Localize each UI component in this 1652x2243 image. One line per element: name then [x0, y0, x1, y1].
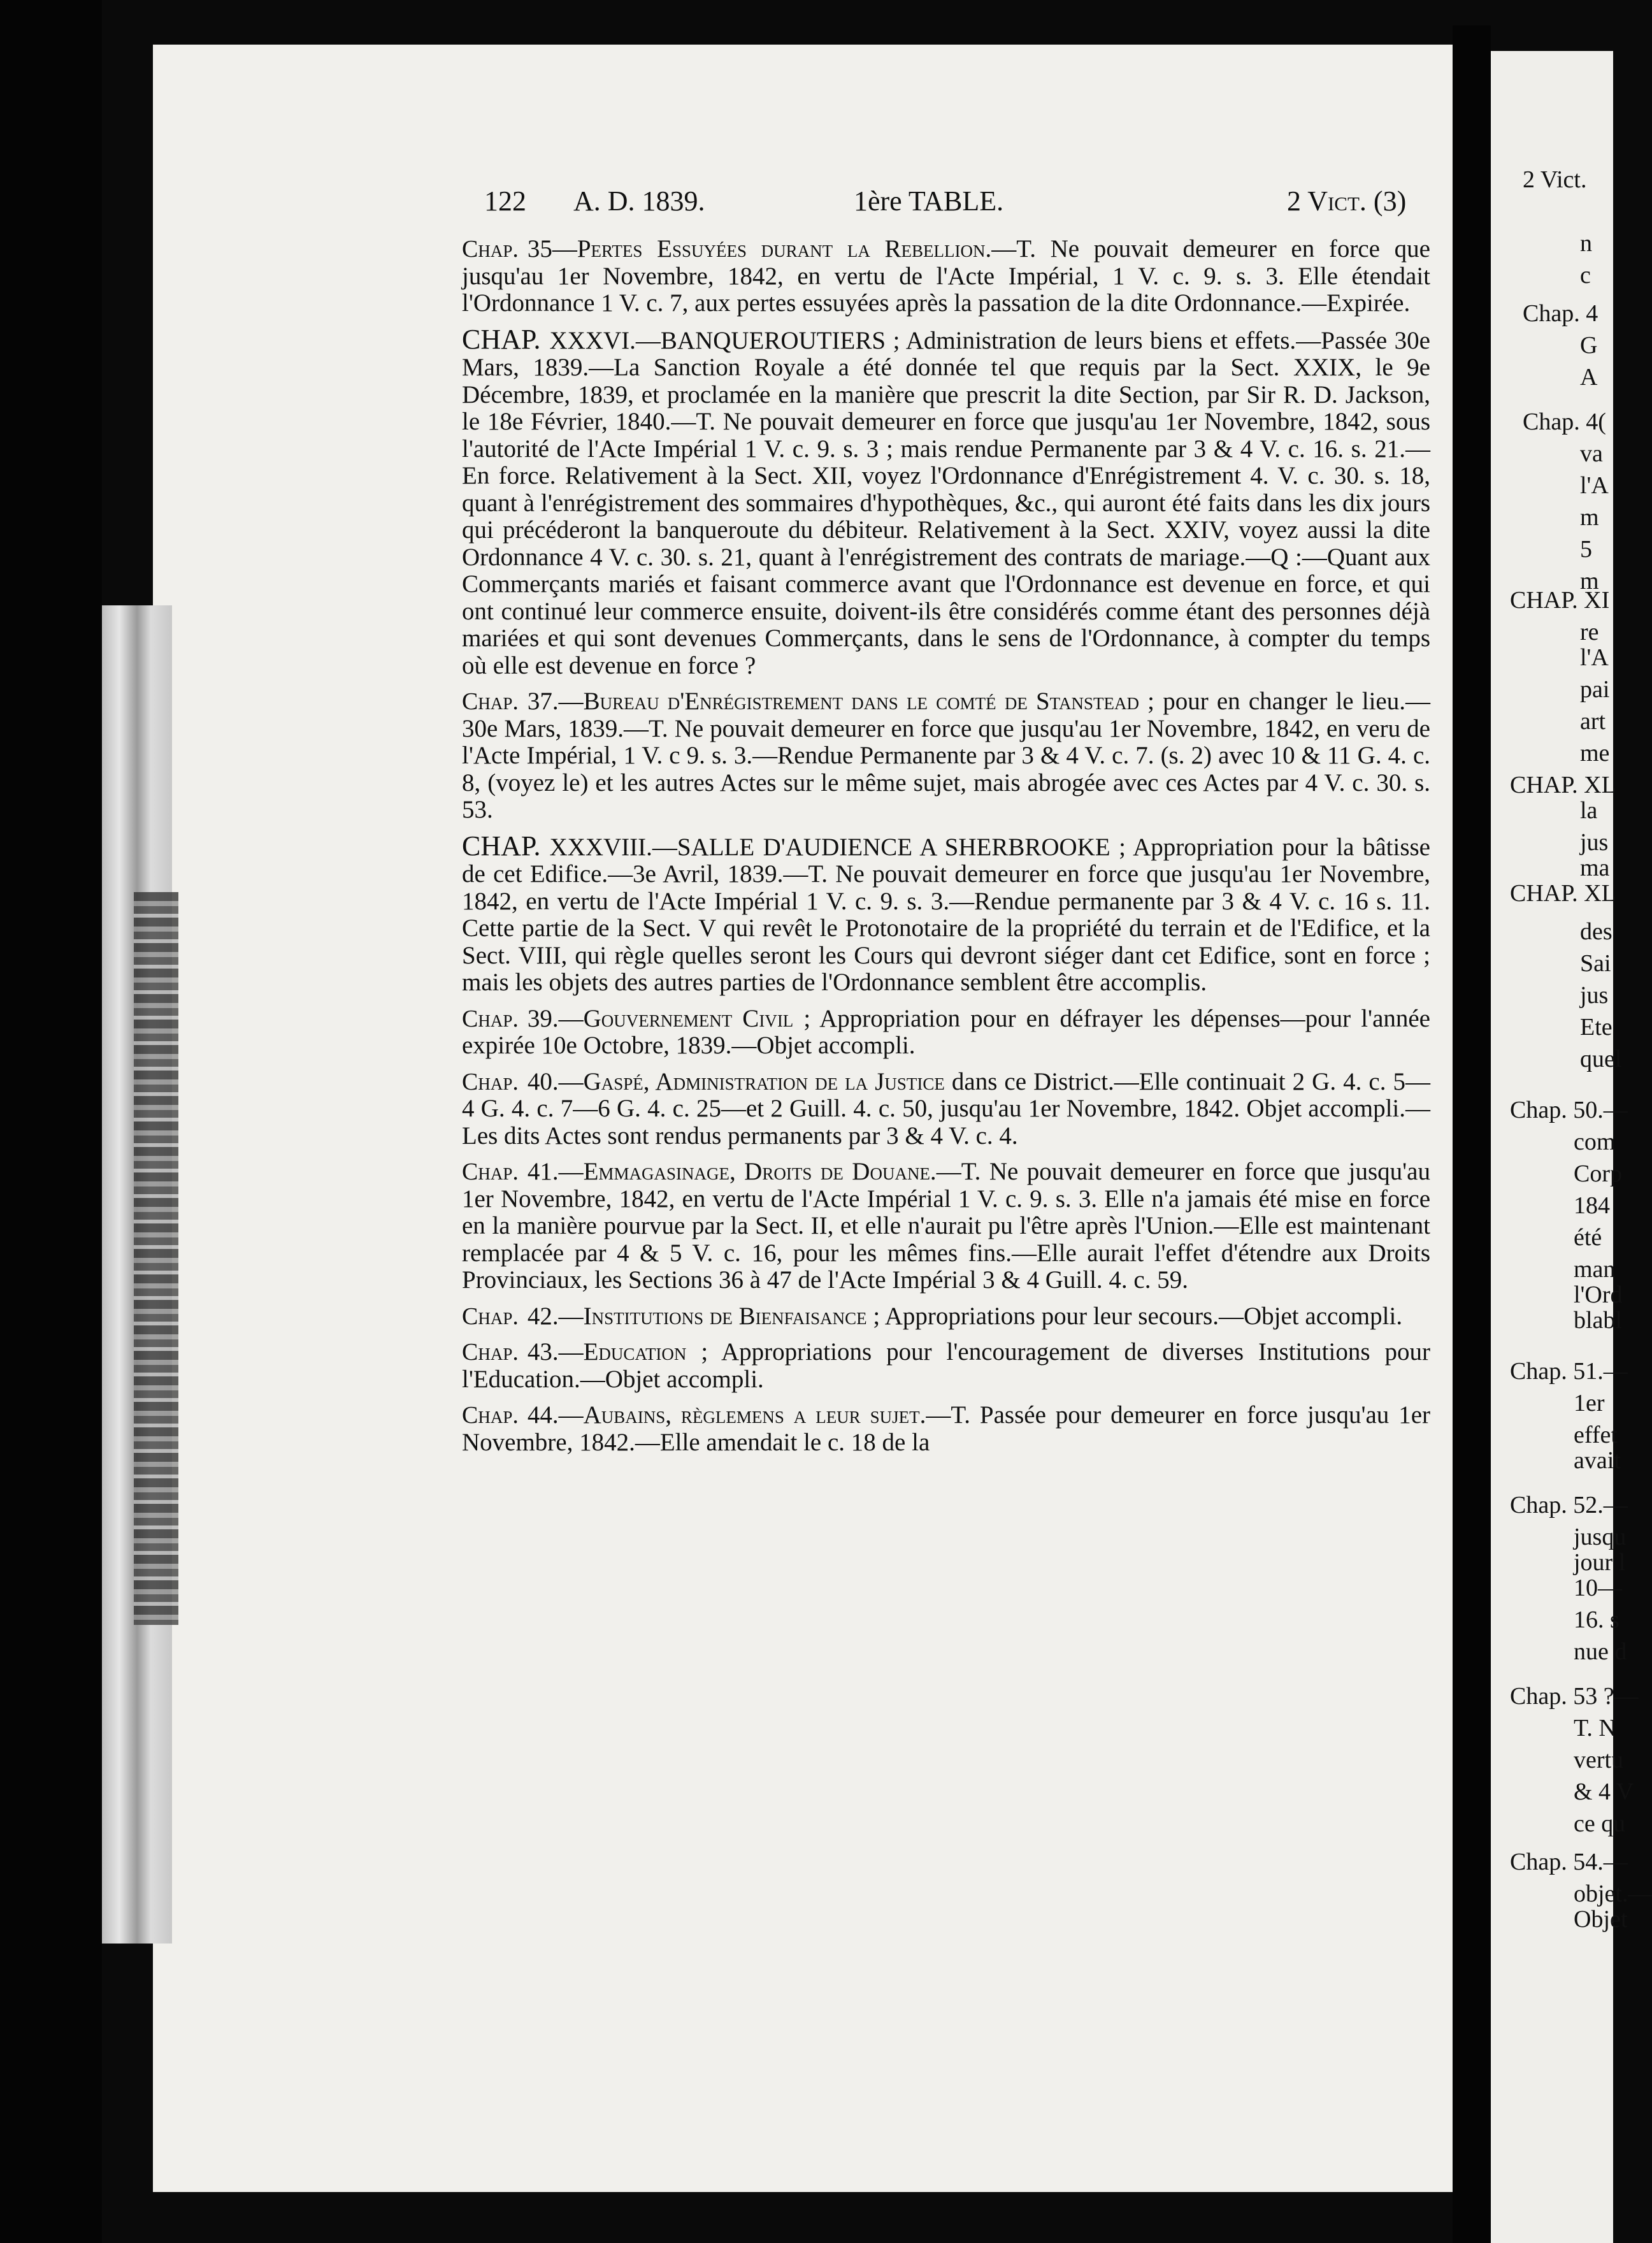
table-title: 1ère TABLE. — [854, 185, 1004, 217]
table-entry — [462, 1402, 1430, 1456]
adjacent-page-line: n — [1580, 230, 1592, 257]
adjacent-page-line: été — [1574, 1224, 1602, 1251]
chapter-label: Chap. — [462, 1005, 519, 1032]
entry-title: 41.—Emmagasinage, Droits de Douane. — [527, 1158, 937, 1185]
adjacent-page-line: m — [1580, 504, 1599, 531]
table-entry — [462, 1158, 1430, 1294]
chapter-label: CHAP. — [462, 830, 541, 862]
chapter-label: Chap. — [462, 1068, 519, 1095]
entry-text: Appropriation pour la bâtisse de cet Edifice.—3e Avril, 1839.—T. Ne pouvait demeurer en force que jusqu'au 1er Novembre, 1842, en vertu de l'Acte Impérial 1 V. c. 9. s. 3.—Rendue permanente par 3 & 4 V. c. 16 s. 11. Cette partie de la Sect. V qui revêt le Protonotaire de la propriété du terrain et de l'Edifice, et la Sect. VIII, qui règle quelles seront les Cours qui devront siéger dant cet Edifice, sont en force ; mais les objets des autres parties de l'Ordonnance semblent être accomplis. — [462, 833, 1430, 996]
adjacent-page-line: vertu — [1574, 1747, 1624, 1773]
entry-text: —T. Ne pouvait demeurer en force que jusqu'au 1er Novembre, 1842, en vertu de l'Acte Impérial 1 V. c. 9. s. 3. Elle n'a jamais été mise en force en la manière pourvue par la Sect. II, et elle n'aurait pu l'être après l'Union.—Elle est maintenant remplacée par 4 & 5 V. c. 16, pour les mêmes fins.—Elle aurait l'effet d'étendre aux Droits Provinciaux, les Sections 36 à 47 de l'Acte Impérial 3 & 4 Guill. 4. c. 59. — [462, 1158, 1430, 1294]
adjacent-page-line: 1er — [1574, 1390, 1605, 1417]
adjacent-page-line: & 4 V — [1574, 1778, 1634, 1805]
entry-title: XXXVIII.—SALLE D'AUDIENCE A SHERBROOKE ; — [549, 833, 1126, 861]
adjacent-page-line: objet.— — [1574, 1880, 1652, 1907]
entry-title: 42.—Institutions de Bienfaisance ; — [527, 1302, 880, 1330]
table-entry — [462, 1069, 1430, 1150]
adjacent-page-line: quel — [1580, 1046, 1622, 1072]
chapter-label: Chap. — [462, 236, 519, 263]
entry-text: —Passée 30e Mars, 1839.—La Sanction Royale a été donnée tel que requis par la Sect. XXIX, le 9e Décembre, 1839, et proclamée en la manière que prescrit la dite Section, par Sir R. D. Jackson, le 18e Février, 1840.—T. Ne pouvait demeurer en force que jusqu'au 1er Novembre, 1842, sous l'autorité de l'Acte Impérial 1 V. c. 9. s. 3 ; mais rendue Permanente par 3 & 4 V. c. 16. s. 21.—En force. Relativement à la Sect. XII, voyez l'Ordonnance d'Enrégistrement 4. V. c. 30. s. 18, quant à l'enrégistrement des sommaires d'hypothèques, &c., qui auront été faits dans les dix jours qui précéderont la banqueroute du débiteur. Relativement à la Sect. XXIV, voyez aussi la dite Ordonnance 4 V. c. 30. s. 21, quant à l'enrégistrement des contrats de mariage.—Q :—Quant aux Commerçants mariés et faisant commerce avant que l'Ordonnance est devenue en force, et qui ont continué leur commerce ensuite, doivent-ils être considérés comme étant des personnes déjà mariées et qui sont devenues Commerçants, dans le sens de l'Ordonnance, à compter du temps où elle est devenue en force ? — [462, 326, 1430, 679]
chapter-label: Chap. — [462, 1302, 519, 1330]
adjacent-page-line: Chap. 52.— — [1510, 1492, 1628, 1518]
adjacent-page-line: A — [1580, 364, 1598, 391]
adjacent-page-line: Corp — [1574, 1160, 1622, 1187]
adjacent-page-line: ma — [1580, 855, 1610, 881]
adjacent-page-line: CHAP. XL — [1510, 772, 1616, 798]
adjacent-page-line: jus — [1580, 829, 1609, 856]
adjacent-page-line: Chap. 53 ?— — [1510, 1683, 1639, 1710]
chapter-label: Chap. — [462, 1402, 519, 1429]
chapter-label: Chap. — [462, 1158, 519, 1185]
page-number: 122 — [484, 185, 526, 217]
adjacent-page-line: CHAP. XI — [1510, 587, 1610, 614]
entry-title: XXXVI.—BANQUEROUTIERS ; Administration de leurs biens et effets. — [549, 326, 1296, 354]
entry-text: dans ce District.—Elle continuait 2 G. 4. c. 5—4 G. 4. c. 7—6 G. 4. c. 25—et 2 Guill. 4. c. 50, jusqu'au 1er Novembre, 1842. Objet accompli.—Les dits Actes sont rendus permanents par 3 & 4 V. c. 4. — [462, 1067, 1430, 1150]
adjacent-page-line: 16. s — [1574, 1606, 1620, 1633]
adjacent-page-line: nue d — [1574, 1638, 1627, 1665]
adjacent-page-line: Sai — [1580, 950, 1611, 977]
adjacent-page-line: pai — [1580, 676, 1610, 703]
adjacent-page-line: va — [1580, 440, 1603, 467]
adjacent-page-line: blabl — [1574, 1307, 1622, 1334]
adjacent-page-line: l'Ord — [1574, 1281, 1623, 1308]
adjacent-page-line: 2 Vict. — [1523, 166, 1587, 193]
header-reign: 2 Vict. (3) — [1287, 185, 1407, 217]
adjacent-page-line: CHAP. XL — [1510, 880, 1616, 907]
adjacent-page-line: man — [1574, 1256, 1616, 1283]
table-entry — [462, 1006, 1430, 1060]
entry-text: Appropriation pour en défrayer les dépenses—pour l'année expirée 10e Octobre, 1839.—Objet accompli. — [462, 1004, 1430, 1059]
header-year: A. D. 1839. — [573, 185, 705, 217]
adjacent-page-line: avait — [1574, 1447, 1621, 1474]
adjacent-page-line: jusqu — [1574, 1524, 1627, 1550]
adjacent-page-line: G — [1580, 332, 1598, 359]
adjacent-page-fragment — [1491, 51, 1652, 2243]
adjacent-page-line: me — [1580, 740, 1610, 767]
adjacent-page-line: des — [1580, 918, 1612, 945]
chapter-label: CHAP. — [462, 323, 541, 355]
adjacent-page-line: m — [1580, 568, 1599, 595]
adjacent-page-line: 10— — [1574, 1575, 1622, 1601]
adjacent-page-line: Chap. 4 — [1523, 300, 1598, 327]
entry-title: 40.—Gaspé, Administration de la Justice — [527, 1067, 945, 1095]
adjacent-page-line: jour l — [1574, 1549, 1626, 1576]
entry-title: 35—Pertes Essuyées durant la Rebellion. — [527, 235, 992, 263]
adjacent-page-line: T. N — [1574, 1715, 1616, 1742]
adjacent-page-line: l'A — [1580, 472, 1609, 499]
adjacent-page-line: 5 — [1580, 536, 1592, 563]
adjacent-page-line: ce qu — [1574, 1810, 1626, 1837]
table-entry — [462, 323, 1430, 680]
adjacent-page-line: 184 — [1574, 1192, 1610, 1219]
adjacent-page-line: re — [1580, 619, 1599, 645]
entry-title: 37.—Bureau d'Enrégistrement dans le comté de Stanstead ; — [527, 688, 1155, 715]
chapter-label: Chap. — [462, 1339, 519, 1366]
entry-text: pour en changer le lieu.—30e Mars, 1839.—T. Ne pouvait demeurer en force que jusqu'au 1er Novembre, 1842, en veru de l'Acte Impérial, 1 V. c 9. s. 3.—Rendue Permanente par 3 & 4 V. c. 7. (s. 2) avec 10 & 11 G. 4. c. 8, (voyez le) et les autres Actes sur le même sujet, mais abrogée avec ces Actes par 4 V. c. 30. s. 53. — [462, 688, 1430, 823]
spine-lettering — [134, 892, 178, 1625]
running-header — [484, 185, 1427, 229]
adjacent-page-line: effet — [1574, 1422, 1618, 1448]
table-entries — [462, 236, 1430, 1465]
entry-text: —T. Ne pouvait demeurer en force que jusqu'au 1er Novembre, 1842, en vertu de l'Acte Impérial, 1 V. c. 9. s. 3. Elle étendait l'Ordonnance 1 V. c. 7, aux pertes essuyées après la passation de la dite Ordonnance.—Expirée. — [462, 235, 1430, 317]
entry-text: —T. Passée pour demeurer en force jusqu'au 1er Novembre, 1842.—Elle amendait le c. 18 de la — [462, 1401, 1430, 1456]
adjacent-page-line: Objet — [1574, 1906, 1628, 1933]
adjacent-page-line: Chap. 54.— — [1510, 1849, 1628, 1875]
entry-title: 43.—Education ; — [527, 1338, 708, 1366]
adjacent-page-line: Chap. 50.— — [1510, 1097, 1628, 1123]
entry-text: Appropriations pour l'encouragement de diverses Institutions pour l'Education.—Objet accompli. — [462, 1338, 1431, 1393]
adjacent-page-line: Chap. 51.— — [1510, 1358, 1628, 1385]
adjacent-page-line: la — [1580, 797, 1598, 824]
entry-title: 39.—Gouvernement Civil ; — [527, 1004, 811, 1032]
adjacent-page-line: Chap. 4( — [1523, 408, 1606, 435]
adjacent-page-line: c — [1580, 262, 1591, 289]
adjacent-page-line: art — [1580, 708, 1606, 735]
adjacent-page-line: Ete — [1580, 1014, 1612, 1041]
table-entry — [462, 1339, 1430, 1393]
table-entry — [462, 1303, 1430, 1331]
adjacent-page-line: jus — [1580, 982, 1609, 1009]
scanner-border-left — [0, 0, 102, 2243]
gutter-shadow — [1453, 25, 1491, 2243]
entry-title: 44.—Aubains, règlemens a leur sujet. — [527, 1401, 926, 1429]
adjacent-page-line: com — [1574, 1129, 1616, 1155]
table-entry — [462, 688, 1430, 824]
entry-text: Appropriations pour leur secours.—Objet accompli. — [880, 1302, 1403, 1330]
chapter-label: Chap. — [462, 688, 519, 715]
adjacent-page-line: l'A — [1580, 644, 1609, 671]
table-entry — [462, 830, 1430, 997]
table-entry — [462, 236, 1430, 317]
